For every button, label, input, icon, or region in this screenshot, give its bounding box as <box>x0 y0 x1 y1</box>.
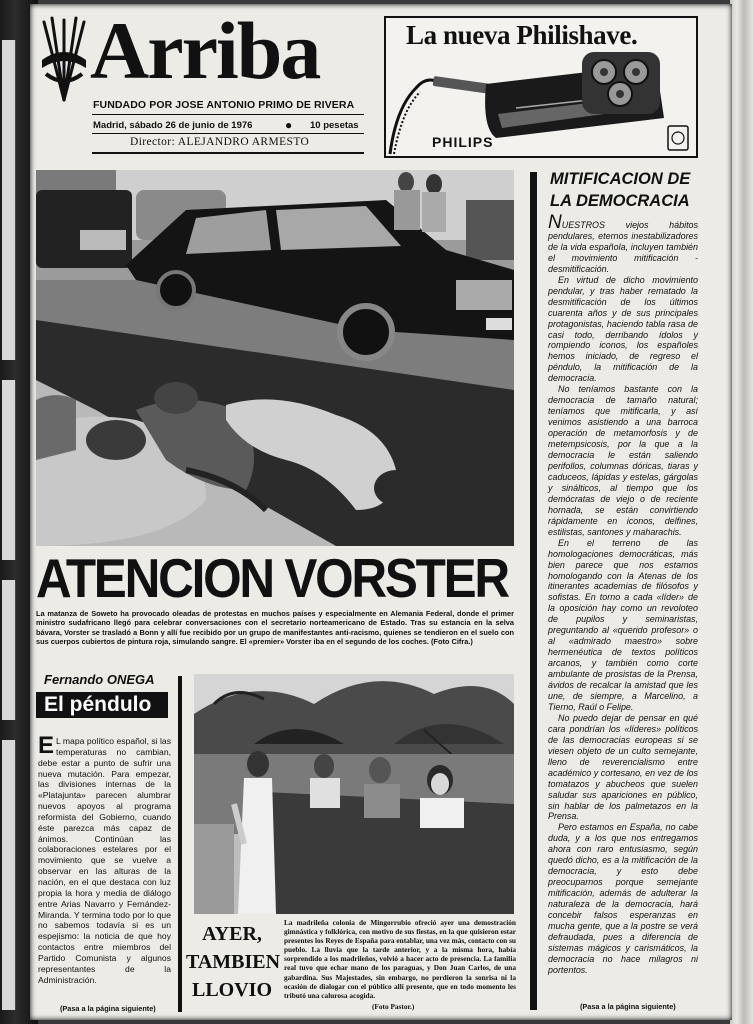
editorial-title: MITIFICACION DE LA DEMOCRACIA <box>550 170 691 210</box>
masthead-rule-3 <box>92 152 364 154</box>
column-dropcap: E <box>38 732 55 759</box>
philips-advertisement <box>384 16 698 158</box>
bottom-caption: La madrileña colonia de Mingorrubio ofreció ayer una demostración gimnástica y folklórica, con motivo de sus fiestas, en la que quisieron estar presentes los Reyes de España para entablar, una vez más, contacto con su pueblo. La lluvia que la tarde anterior, y a la misma hora, había sorprendido a los madrileños, volvió a hacer acto de presencia. La familia real tuvo que echar mano de los paraguas, y Don Juan Carlos, de una gabardina. Sus Majestades, sin embargo, no perdieron la sonrisa ni la ocasión de dialogar con el público allí presente, que en todo momento les tributó una calurosa acogida. <box>284 918 516 1000</box>
bottom-photo-credit: (Foto Pastor.) <box>372 1002 415 1011</box>
editorial-divider <box>530 172 537 1010</box>
masthead-title: Arriba <box>90 5 320 96</box>
editorial-paragraph: No puedo dejar de pensar en qué cara pondrían los «líderes» políticos de las democracias europeas si se viesen objeto de un culto semejante, lleno de reverencialismo entre académico y cortesano, en vez de los tomatazos y abucheos que suelen saludar sus apariciones en público, sin hablar de los palmetazos en la Prensa. <box>548 712 698 822</box>
column-text: L mapa político español, si las temperaturas no cambian, debe estar a punto de sufrir una nueva mutación. Para empezar, las divisiones internas de la «Platajunta» parecen alumbrar nuevos apoyos al programa reformista del Gobierno, cuando éste parezca más capaz de ánimos. Continúan las colaboraciones estelares por el movimiento que se vuelve a observar en las alturas de la nación, en el que destaca con luz propia la hora y media de diálogo entre Arias Navarro y Fernández-Miranda. Y termina todo por lo que no sabemos todavía si es un espejismo: la noticia de que hoy contactos entre miembros del Partido Comunista y algunos representantes de la Administración. <box>38 736 171 985</box>
editorial-paragraph: No teníamos bastante con la democracia de tamaño natural; teníamos que mitificarla, y así venimos asistiendo a una barroca operación de metamorfosis y de metempsicosis, por la que a la democracia le están saliendo perifollos, columnas dóricas, tiaras y caduceos, lápidas y estelas, gárgolas y sinálticos, al tiempo que los demócratas de viejo o de reciente hornada, se están convirtiendo rápidamente en iconos, delfines, estilistas, santones y maharachis. <box>548 384 698 537</box>
editorial-continued: (Pasa a la página siguiente) <box>580 1002 676 1011</box>
editorial-paragraph: En virtud de dicho movimiento pendular, y tras haber rematado la desmitificación de los últimos cuarenta años y de sus principales protagonistas, haciendo tabla rasa de casi todo, derribando ídolos y rompiendo iconos, los españoles hemos iniciado, de regreso el péndulo, la mitificación de la democracia. <box>548 274 698 384</box>
editorial-paragraph-text: UESTROS viejos hábitos pendulares, eternos inestabilizadores de la vida española, incluyen también el movimiento mitificación - desmitificación. <box>548 220 698 274</box>
royal-visit-photo <box>194 674 514 914</box>
column-continued: (Pasa a la página siguiente) <box>60 1004 156 1013</box>
lead-headline: ATENCION VORSTER <box>36 547 508 609</box>
masthead-price: 10 pesetas <box>310 120 359 131</box>
masthead-subtitle: FUNDADO POR JOSE ANTONIO PRIMO DE RIVERA <box>93 99 355 111</box>
editorial-paragraph: En el terreno de las homologaciones democráticas, más bien parece que nos estamos homologando con la Atenas de los itinerantes academias de filósofos y sofistas. En torno a cada «líder» de la oposición hay como un revoloteo de pupilos y seminaristas, preguntando al «querido profesor» o al «admirado maestro» sobre hermenéutica de textos políticos arcanos, y también como corte ambulante de prosistas de la Prensa, ávidos de recalcar la amistad que les une, de siempre, a Marcelino, a Tierno, Raúl o Felipe. <box>548 537 698 712</box>
editorial-body <box>548 212 698 976</box>
column-byline: Fernando ONEGA <box>44 672 155 687</box>
editorial-dropcap: N <box>548 212 562 233</box>
column-divider <box>178 676 182 1012</box>
masthead-date: Madrid, sábado 26 de junio de 1976 <box>93 120 253 131</box>
ad-headline: La nueva Philishave. <box>406 20 638 50</box>
editorial-paragraph <box>548 212 698 275</box>
lead-caption: La matanza de Soweto ha provocado oleadas de protestas en muchos países y especialmente en Alemania Federal, donde el primer ministro sudafricano llegó para celebrar conversaciones con el secretario norteamericano de Estado. Tras su estancia en la selva bávara, Vorster se trasladó a Bonn y allí fue recibido por un grupo de manifestantes anti-racismo, quienes se tendieron en el suelo con sus cuerpos cubiertos de pintura roja, simulando sangre. El «premier» Vorster iba en el segundo de los coches. (Foto Cifra.) <box>36 609 514 646</box>
column-title: El péndulo <box>44 693 152 716</box>
editorial-paragraph: Pero estamos en España, no cabe duda, y a los que nos entregamos ahora con raro entusiasmo, según quedó dicho, es a la mitificación de la democracia, y esto debe preocuparnos porque semejante mitificación, además de adulterar la naturaleza de la democracia, hará concebir falsos esperanzas en mucha gente, que a la postre se verá defraudada, pues a diferencia de sistemas mágicos y carismáticos, la democracia no hace milagros ni portentos. <box>548 822 698 975</box>
bottom-title: AYER, TAMBIEN LLOVIO <box>186 923 281 1001</box>
masthead-rule <box>92 114 364 115</box>
protest-street-scene <box>36 170 514 546</box>
umbrella-crowd-scene <box>194 674 514 914</box>
yoke-and-arrows-emblem <box>38 14 90 102</box>
masthead-director: Director: ALEJANDRO ARMESTO <box>130 136 310 148</box>
bullet-separator: ● <box>285 118 293 132</box>
masthead-rule-2 <box>92 133 364 134</box>
main-photo <box>36 170 514 546</box>
page-edge <box>730 0 753 1024</box>
column-body <box>38 732 171 985</box>
ad-brand: PHILIPS <box>432 134 494 150</box>
